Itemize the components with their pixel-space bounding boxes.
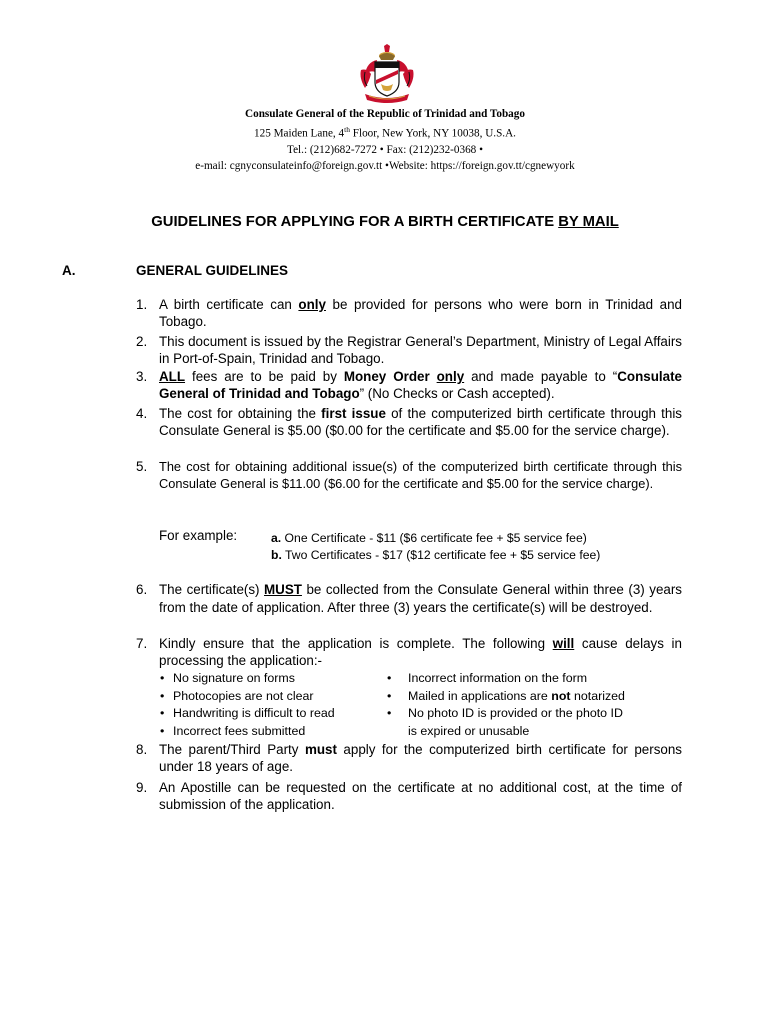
guideline-item-1: 1. A birth certificate can only be provided for persons who were born in Trinidad and Tobago. — [136, 297, 682, 329]
consulate-phone: Tel.: (212)682-7272 • Fax: (212)232-0368 • — [287, 143, 483, 156]
example-line-a: a. One Certificate - $11 ($6 certificate fee + $5 service fee) — [271, 531, 587, 545]
coat-of-arms-icon — [357, 44, 417, 106]
section-letter: A. — [62, 263, 76, 278]
guideline-item-3: 3. ALL fees are to be paid by Money Order only and made payable to “Consulate General of Trinidad and Tobago” (No Checks or Cash accepted). — [136, 369, 682, 401]
delay-causes-left-column — [159, 670, 389, 740]
guideline-item-9: 9. An Apostille can be requested on the certificate at no additional cost, at the time of submission of the application. — [136, 780, 682, 812]
list-item: • No photo ID is provided or the photo ID — [387, 706, 623, 720]
list-item: • Handwriting is difficult to read — [160, 706, 335, 720]
guideline-item-8: 8. The parent/Third Party must apply for the computerized birth certificate for persons under 18 years of age. — [136, 742, 682, 774]
list-item: • Incorrect fees submitted — [160, 723, 306, 738]
letterhead — [0, 106, 770, 174]
list-item: • Mailed in applications are not notarized — [387, 688, 625, 703]
document-title: GUIDELINES FOR APPLYING FOR A BIRTH CERTIFICATE BY MAIL — [151, 214, 619, 230]
list-item-continuation: is expired or unusable — [408, 723, 530, 738]
consulate-address: 125 Maiden Lane, 4th Floor, New York, NY 10038, U.S.A. — [254, 125, 516, 140]
consulate-name: Consulate General of the Republic of Trinidad and Tobago — [245, 108, 525, 120]
guideline-item-4: 4. The cost for obtaining the first issue of the computerized birth certificate through this Consulate General is $5.00 ($0.00 for the certificate and $5.00 for the service charge). — [136, 406, 682, 438]
guideline-item-7: 7. Kindly ensure that the application is complete. The following will cause delays in processing the application:- — [136, 636, 682, 668]
consulate-email-website: e-mail: cgnyconsulateinfo@foreign.gov.tt •Website: https://foreign.gov.tt/cgnewyork — [195, 159, 575, 172]
example-line-b: b. Two Certificates - $17 ($12 certificate fee + $5 service fee) — [271, 548, 601, 562]
list-item: • Incorrect information on the form — [387, 671, 588, 685]
delay-causes-right-column — [387, 670, 687, 740]
guideline-item-6: 6. The certificate(s) MUST be collected from the Consulate General within three (3) years from the date of application. After three (3) years the certificate(s) will be destroyed. — [136, 582, 682, 615]
section-title: GENERAL GUIDELINES — [136, 263, 289, 278]
guideline-item-5: 5. The cost for obtaining additional issue(s) of the computerized birth certificate through this Consulate General is $11.00 ($6.00 for the certificate and $5.00 for the service charge). — [136, 459, 682, 491]
list-item: • Photocopies are not clear — [160, 688, 314, 703]
guideline-item-2: 2. This document is issued by the Registrar General’s Department, Ministry of Legal Affairs in Port-of-Spain, Trinidad and Tobago. — [136, 334, 682, 366]
example-label: For example: — [159, 528, 238, 543]
list-item: • No signature on forms — [160, 671, 295, 685]
